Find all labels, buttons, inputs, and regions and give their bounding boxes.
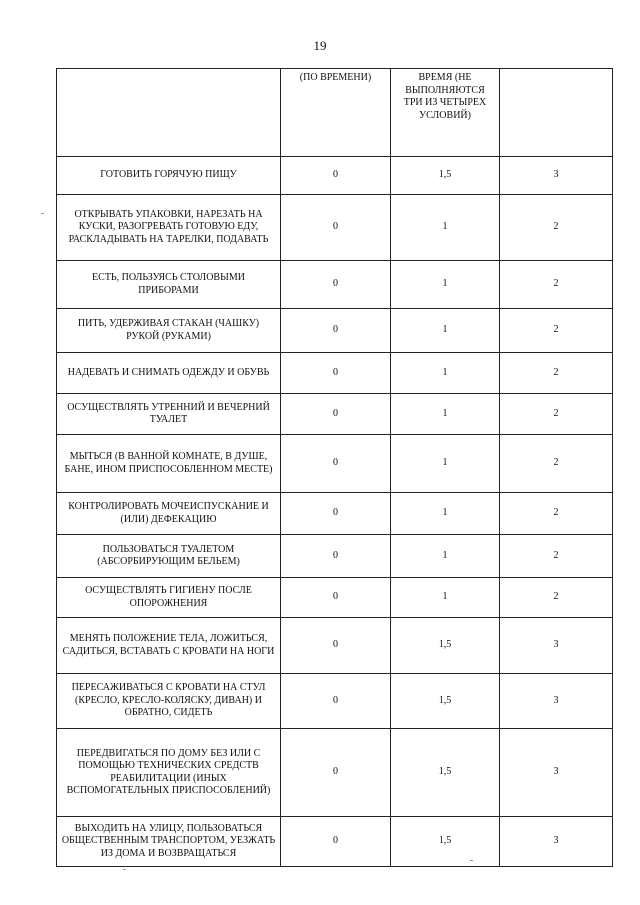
activity-cell: ЕСТЬ, ПОЛЬЗУЯСЬ СТОЛОВЫМИ ПРИБОРАМИ	[57, 261, 281, 309]
score-max-cell: 3	[500, 817, 613, 867]
header-cell-activity	[57, 69, 281, 157]
header-cell-score	[500, 69, 613, 157]
table-row	[57, 353, 613, 394]
score-max-cell: 2	[500, 535, 613, 578]
score-max-cell: 3	[500, 729, 613, 817]
table-row	[57, 309, 613, 353]
table-row	[57, 394, 613, 435]
score-time-cell: 1,5	[391, 817, 500, 867]
table-row	[57, 618, 613, 674]
table-row	[57, 674, 613, 729]
score-time-cell: 1	[391, 353, 500, 394]
score-zero-cell: 0	[281, 817, 391, 867]
table-row	[57, 195, 613, 261]
score-time-cell: 1	[391, 261, 500, 309]
score-zero-cell: 0	[281, 578, 391, 618]
score-time-cell: 1	[391, 493, 500, 535]
activity-cell: ПОЛЬЗОВАТЬСЯ ТУАЛЕТОМ (АБСОРБИРУЮЩИМ БЕЛЬЕМ)	[57, 535, 281, 578]
table-row	[57, 729, 613, 817]
scan-speck	[470, 860, 473, 861]
care-assessment-table	[56, 68, 613, 867]
activity-cell: ОТКРЫВАТЬ УПАКОВКИ, НАРЕЗАТЬ НА КУСКИ, РАЗОГРЕВАТЬ ГОТОВУЮ ЕДУ, РАСКЛАДЫВАТЬ НА ТАРЕЛКИ, ПОДАВАТЬ	[57, 195, 281, 261]
score-zero-cell: 0	[281, 729, 391, 817]
score-time-cell: 1	[391, 535, 500, 578]
score-time-cell: 1	[391, 309, 500, 353]
activity-cell: МЫТЬСЯ (В ВАННОЙ КОМНАТЕ, В ДУШЕ, БАНЕ, ИНОМ ПРИСПОСОБЛЕННОМ МЕСТЕ)	[57, 435, 281, 493]
score-max-cell: 2	[500, 195, 613, 261]
activity-cell: ПИТЬ, УДЕРЖИВАЯ СТАКАН (ЧАШКУ) РУКОЙ (РУКАМИ)	[57, 309, 281, 353]
activity-cell: КОНТРОЛИРОВАТЬ МОЧЕИСПУСКАНИЕ И (ИЛИ) ДЕФЕКАЦИЮ	[57, 493, 281, 535]
score-time-cell: 1,5	[391, 674, 500, 729]
score-max-cell: 3	[500, 618, 613, 674]
score-max-cell: 3	[500, 674, 613, 729]
activity-cell: ГОТОВИТЬ ГОРЯЧУЮ ПИЩУ	[57, 157, 281, 195]
score-time-cell: 1	[391, 435, 500, 493]
score-zero-cell: 0	[281, 674, 391, 729]
scan-speck	[123, 869, 126, 870]
score-zero-cell: 0	[281, 261, 391, 309]
activity-cell: НАДЕВАТЬ И СНИМАТЬ ОДЕЖДУ И ОБУВЬ	[57, 353, 281, 394]
score-time-cell: 1	[391, 195, 500, 261]
score-zero-cell: 0	[281, 493, 391, 535]
activity-cell: ПЕРЕДВИГАТЬСЯ ПО ДОМУ БЕЗ ИЛИ С ПОМОЩЬЮ ТЕХНИЧЕСКИХ СРЕДСТВ РЕАБИЛИТАЦИИ (ИНЫХ ВСПОМОГАТЕЛЬНЫХ ПРИСПОСОБЛЕНИЙ)	[57, 729, 281, 817]
score-max-cell: 2	[500, 493, 613, 535]
table-row	[57, 578, 613, 618]
score-max-cell: 2	[500, 394, 613, 435]
score-zero-cell: 0	[281, 618, 391, 674]
header-cell-time-three-of-four: ВРЕМЯ (НЕ ВЫПОЛНЯЮТСЯ ТРИ ИЗ ЧЕТЫРЕХ УСЛОВИЙ)	[391, 69, 500, 157]
table-row	[57, 817, 613, 867]
activity-cell: МЕНЯТЬ ПОЛОЖЕНИЕ ТЕЛА, ЛОЖИТЬСЯ, САДИТЬСЯ, ВСТАВАТЬ С КРОВАТИ НА НОГИ	[57, 618, 281, 674]
score-max-cell: 2	[500, 578, 613, 618]
score-zero-cell: 0	[281, 309, 391, 353]
table-row	[57, 493, 613, 535]
table-header-row	[57, 69, 613, 157]
scan-speck	[41, 213, 44, 214]
score-max-cell: 3	[500, 157, 613, 195]
activity-cell: ОСУЩЕСТВЛЯТЬ ГИГИЕНУ ПОСЛЕ ОПОРОЖНЕНИЯ	[57, 578, 281, 618]
score-zero-cell: 0	[281, 394, 391, 435]
score-time-cell: 1,5	[391, 729, 500, 817]
score-time-cell: 1	[391, 394, 500, 435]
activity-cell: ПЕРЕСАЖИВАТЬСЯ С КРОВАТИ НА СТУЛ (КРЕСЛО, КРЕСЛО-КОЛЯСКУ, ДИВАН) И ОБРАТНО, СИДЕТЬ	[57, 674, 281, 729]
score-zero-cell: 0	[281, 353, 391, 394]
score-max-cell: 2	[500, 261, 613, 309]
table-row	[57, 535, 613, 578]
score-zero-cell: 0	[281, 435, 391, 493]
table-row	[57, 157, 613, 195]
score-time-cell: 1,5	[391, 157, 500, 195]
table-row	[57, 261, 613, 309]
activity-cell: ВЫХОДИТЬ НА УЛИЦУ, ПОЛЬЗОВАТЬСЯ ОБЩЕСТВЕННЫМ ТРАНСПОРТОМ, УЕЗЖАТЬ ИЗ ДОМА И ВОЗВРАЩАТЬСЯ	[57, 817, 281, 867]
score-max-cell: 2	[500, 353, 613, 394]
score-zero-cell: 0	[281, 195, 391, 261]
score-max-cell: 2	[500, 435, 613, 493]
score-max-cell: 2	[500, 309, 613, 353]
score-time-cell: 1	[391, 578, 500, 618]
activity-cell: ОСУЩЕСТВЛЯТЬ УТРЕННИЙ И ВЕЧЕРНИЙ ТУАЛЕТ	[57, 394, 281, 435]
header-cell-by-time: (ПО ВРЕМЕНИ)	[281, 69, 391, 157]
score-zero-cell: 0	[281, 535, 391, 578]
table-row	[57, 435, 613, 493]
score-time-cell: 1,5	[391, 618, 500, 674]
score-zero-cell: 0	[281, 157, 391, 195]
page-number: 19	[313, 38, 327, 53]
